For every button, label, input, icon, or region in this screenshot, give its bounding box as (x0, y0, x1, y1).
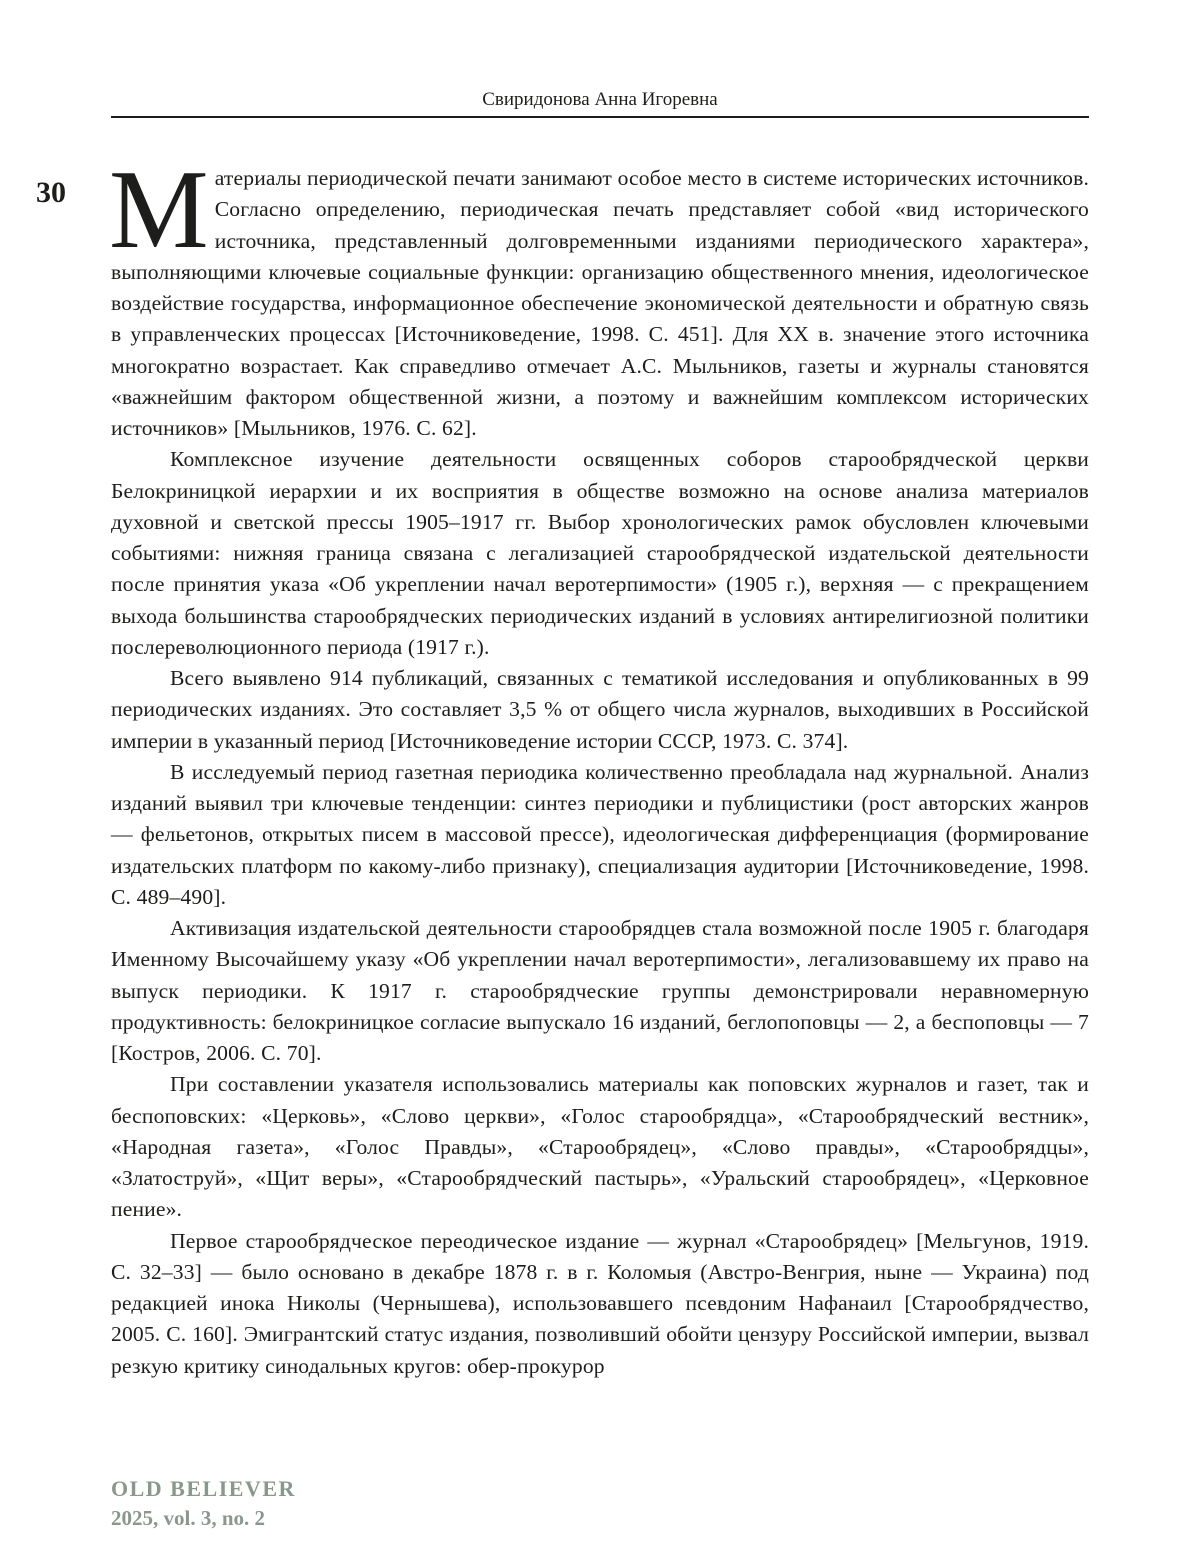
paragraph-7: Первое старообрядческое переодическое издание — журнал «Старообрядец» [Мельгунов, 1919. С. 32–33] — было основано в декабре 1878 г. в г. Коломыя (Австро-Венгрия, ныне — Украина) под редакцией инока Николы (Чернышева), использовавшего псевдоним Нафанаил [Старообрядчество, 2005. С. 160]. Эмигрантский статус издания, позволивший обойти цензуру Российской империи, вызвал резкую критику синодальных кругов: обер-прокурор (111, 1226, 1089, 1382)
paragraph-6: При составлении указателя использовались материалы как поповских журналов и газет, так и беспоповских: «Церковь», «Слово церкви», «Голос старообрядца», «Старообрядческий вестник», «Народная газета», «Голос Правды», «Старообрядец», «Слово правды», «Старообрядцы», «Златоструй», «Щит веры», «Старообрядческий пастырь», «Уральский старообрядец», «Церковное пение». (111, 1069, 1089, 1225)
header-divider (111, 116, 1089, 118)
page-number: 30 (36, 176, 66, 210)
drop-cap: М (109, 169, 209, 251)
paragraph-2: Комплексное изучение деятельности освященных соборов старообрядческой церкви Белокриницкой иерархии и их восприятия в обществе возможно на основе анализа материалов духовной и светской прессы 1905–1917 гг. Выбор хронологических рамок обусловлен ключевыми событиями: нижняя граница связана с легализацией старообрядческой издательской деятельности после принятия указа «Об укреплении начал веротерпимости» (1905 г.), верхняя — с прекращением выхода большинства старообрядческих периодических изданий в условиях антирелигиозной политики послереволюционного периода (1917 г.). (111, 444, 1089, 663)
paragraph-1 (111, 163, 1089, 444)
journal-issue: 2025, vol. 3, no. 2 (111, 1503, 296, 1533)
paragraph-5: Активизация издательской деятельности старообрядцев стала возможной после 1905 г. благодаря Именному Высочайшему указу «Об укреплении начал веротерпимости», легализовавшему их право на выпуск периодики. К 1917 г. старообрядческие группы демонстрировали неравномерную продуктивность: белокриницкое согласие выпускало 16 изданий, беглопоповцы — 2, а беспоповцы — 7 [Костров, 2006. С. 70]. (111, 913, 1089, 1069)
article-body (111, 163, 1089, 1382)
paragraph-3: Всего выявлено 914 публикаций, связанных с тематикой исследования и опубликованных в 99 периодических изданиях. Это составляет 3,5 % от общего числа журналов, выходивших в Российской империи в указанный период [Источниковедение истории СССР, 1973. С. 374]. (111, 663, 1089, 757)
paragraph-4: В исследуемый период газетная периодика количественно преобладала над журнальной. Анализ изданий выявил три ключевые тенденции: синтез периодики и публицистики (рост авторских жанров — фельетонов, открытых писем в массовой прессе), идеологическая дифференциация (формирование издательских платформ по какому-либо признаку), специализация аудитории [Источниковедение, 1998. С. 489–490]. (111, 757, 1089, 913)
running-head-author: Свиридонова Анна Игоревна (111, 86, 1089, 114)
paragraph-1-text: атериалы периодической печати занимают особое место в системе исторических источников. Согласно определению, периодическая печать представляет собой «вид исторического источника, представленный долговременными изданиями периодического характера», выполняющими ключевые социальные функции: организацию общественного мнения, идеологическое воздействие государства, информационное обеспечение экономической деятельности и обратную связь в управленческих процессах [Источниковедение, 1998. С. 451]. Для XX в. значение этого источника многократно возрастает. Как справедливо отмечает А.С. Мыльников, газеты и журналы становятся «важнейшим фактором общественной жизни, а поэтому и важнейшим комплексом исторических источников» [Мыльников, 1976. С. 62]. (111, 166, 1089, 440)
journal-title: OLD BELIEVER (111, 1475, 296, 1503)
journal-footer (111, 1475, 296, 1533)
